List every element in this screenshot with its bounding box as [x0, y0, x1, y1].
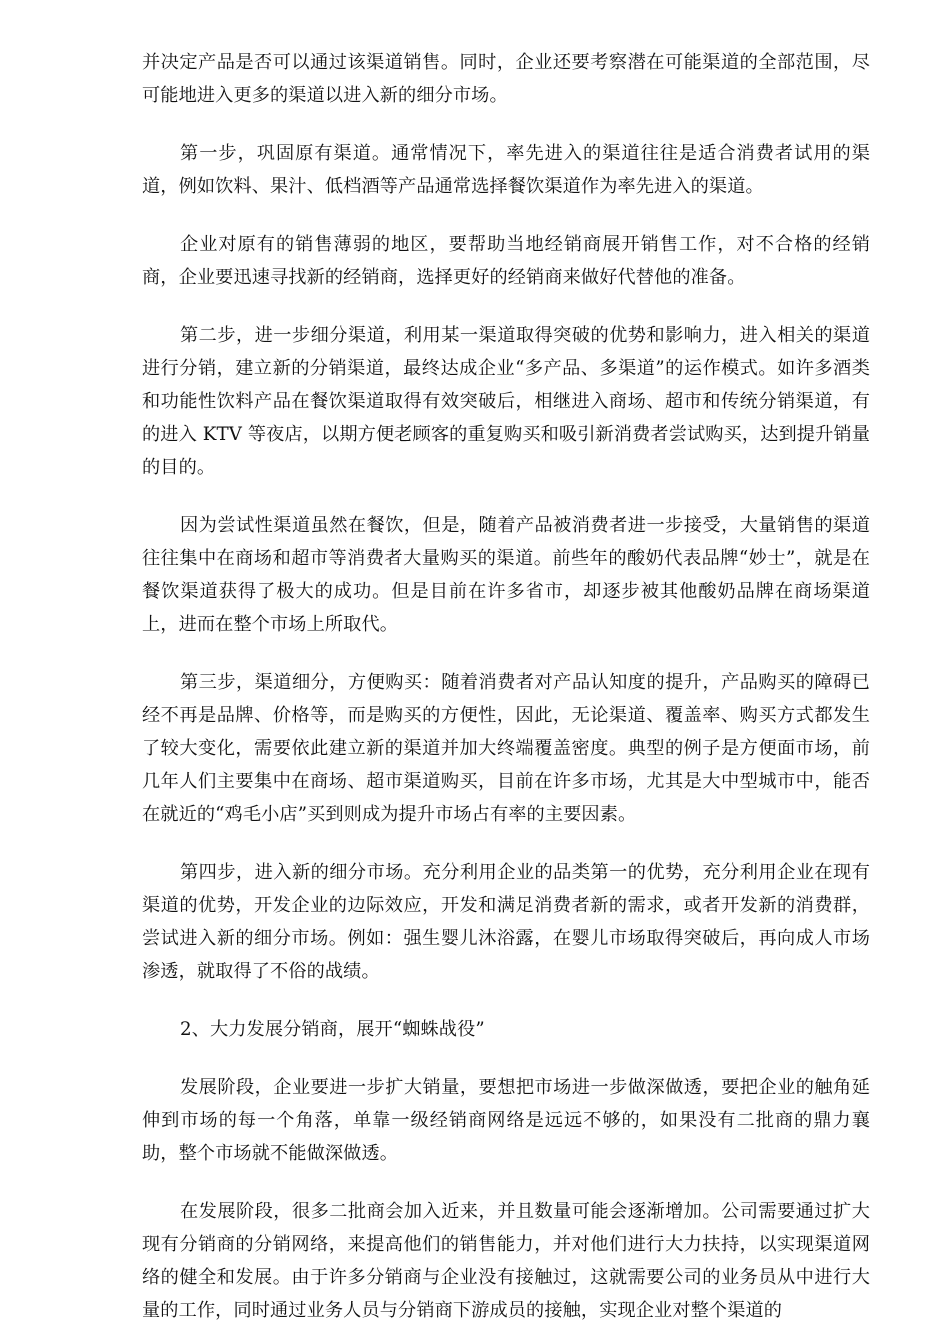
- paragraph-5: 因为尝试性渠道虽然在餐饮，但是，随着产品被消费者进一步接受，大量销售的渠道往往集中在商场和超市等消费者大量购买的渠道。前些年的酸奶代表品牌“妙士”，就是在餐饮渠道获得了极大的成功。但是目前在许多省市，却逐步被其他酸奶品牌在商场渠道上，进而在整个市场上所取代。: [142, 515, 870, 635]
- paragraph-step-2: 第二步，进一步细分渠道，利用某一渠道取得突破的优势和影响力，进入相关的渠道进行分销，建立新的分销渠道，最终达成企业“多产品、多渠道”的运作模式。如许多酒类和功能性饮料产品在餐饮渠道取得有效突破后，相继进入商场、超市和传统分销渠道，有的进入 KTV 等夜店，以期方便老顾客的重复购买和吸引新消费者尝试购买，达到提升销量的目的。: [142, 325, 870, 478]
- paragraph-10: 在发展阶段，很多二批商会加入近来，并且数量可能会逐渐增加。公司需要通过扩大现有分销商的分销网络，来提高他们的销售能力，并对他们进行大力扶持，以实现渠道网络的健全和发展。由于许多分销商与企业没有接触过，这就需要公司的业务员从中进行大量的工作，同时通过业务人员与分销商下游成员的接触，实现企业对整个渠道的: [142, 1201, 870, 1321]
- paragraph-1: 并决定产品是否可以通过该渠道销售。同时，企业还要考察潜在可能渠道的全部范围，尽可能地进入更多的渠道以进入新的细分市场。: [142, 52, 870, 106]
- paragraph-step-1: 第一步，巩固原有渠道。通常情况下，率先进入的渠道往往是适合消费者试用的渠道，例如饮料、果汁、低档酒等产品通常选择餐饮渠道作为率先进入的渠道。: [142, 143, 870, 197]
- document-page: [142, 46, 870, 1327]
- section-heading: 2、大力发展分销商，展开“蜘蛛战役”: [180, 1019, 485, 1040]
- paragraph-9: 发展阶段，企业要进一步扩大销量，要想把市场进一步做深做透，要把企业的触角延伸到市场的每一个角落，单靠一级经销商网络是远远不够的，如果没有二批商的鼎力襄助，整个市场就不能做深做透。: [142, 1077, 870, 1164]
- paragraph-3: 企业对原有的销售薄弱的地区，要帮助当地经销商展开销售工作，对不合格的经销商，企业要迅速寻找新的经销商，选择更好的经销商来做好代替他的准备。: [142, 234, 870, 288]
- paragraph-step-4: 第四步，进入新的细分市场。充分利用企业的品类第一的优势，充分利用企业在现有渠道的优势，开发企业的边际效应，开发和满足消费者新的需求，或者开发新的消费群，尝试进入新的细分市场。例如：强生婴儿沐浴露，在婴儿市场取得突破后，再向成人市场渗透，就取得了不俗的战绩。: [142, 862, 870, 982]
- paragraph-step-3: 第三步，渠道细分，方便购买：随着消费者对产品认知度的提升，产品购买的障碍已经不再是品牌、价格等，而是购买的方便性，因此，无论渠道、覆盖率、购买方式都发生了较大变化，需要依此建立新的渠道并加大终端覆盖密度。典型的例子是方便面市场，前几年人们主要集中在商场、超市渠道购买，目前在许多市场，尤其是大中型城市中，能否在就近的“鸡毛小店”买到则成为提升市场占有率的主要因素。: [142, 672, 870, 825]
